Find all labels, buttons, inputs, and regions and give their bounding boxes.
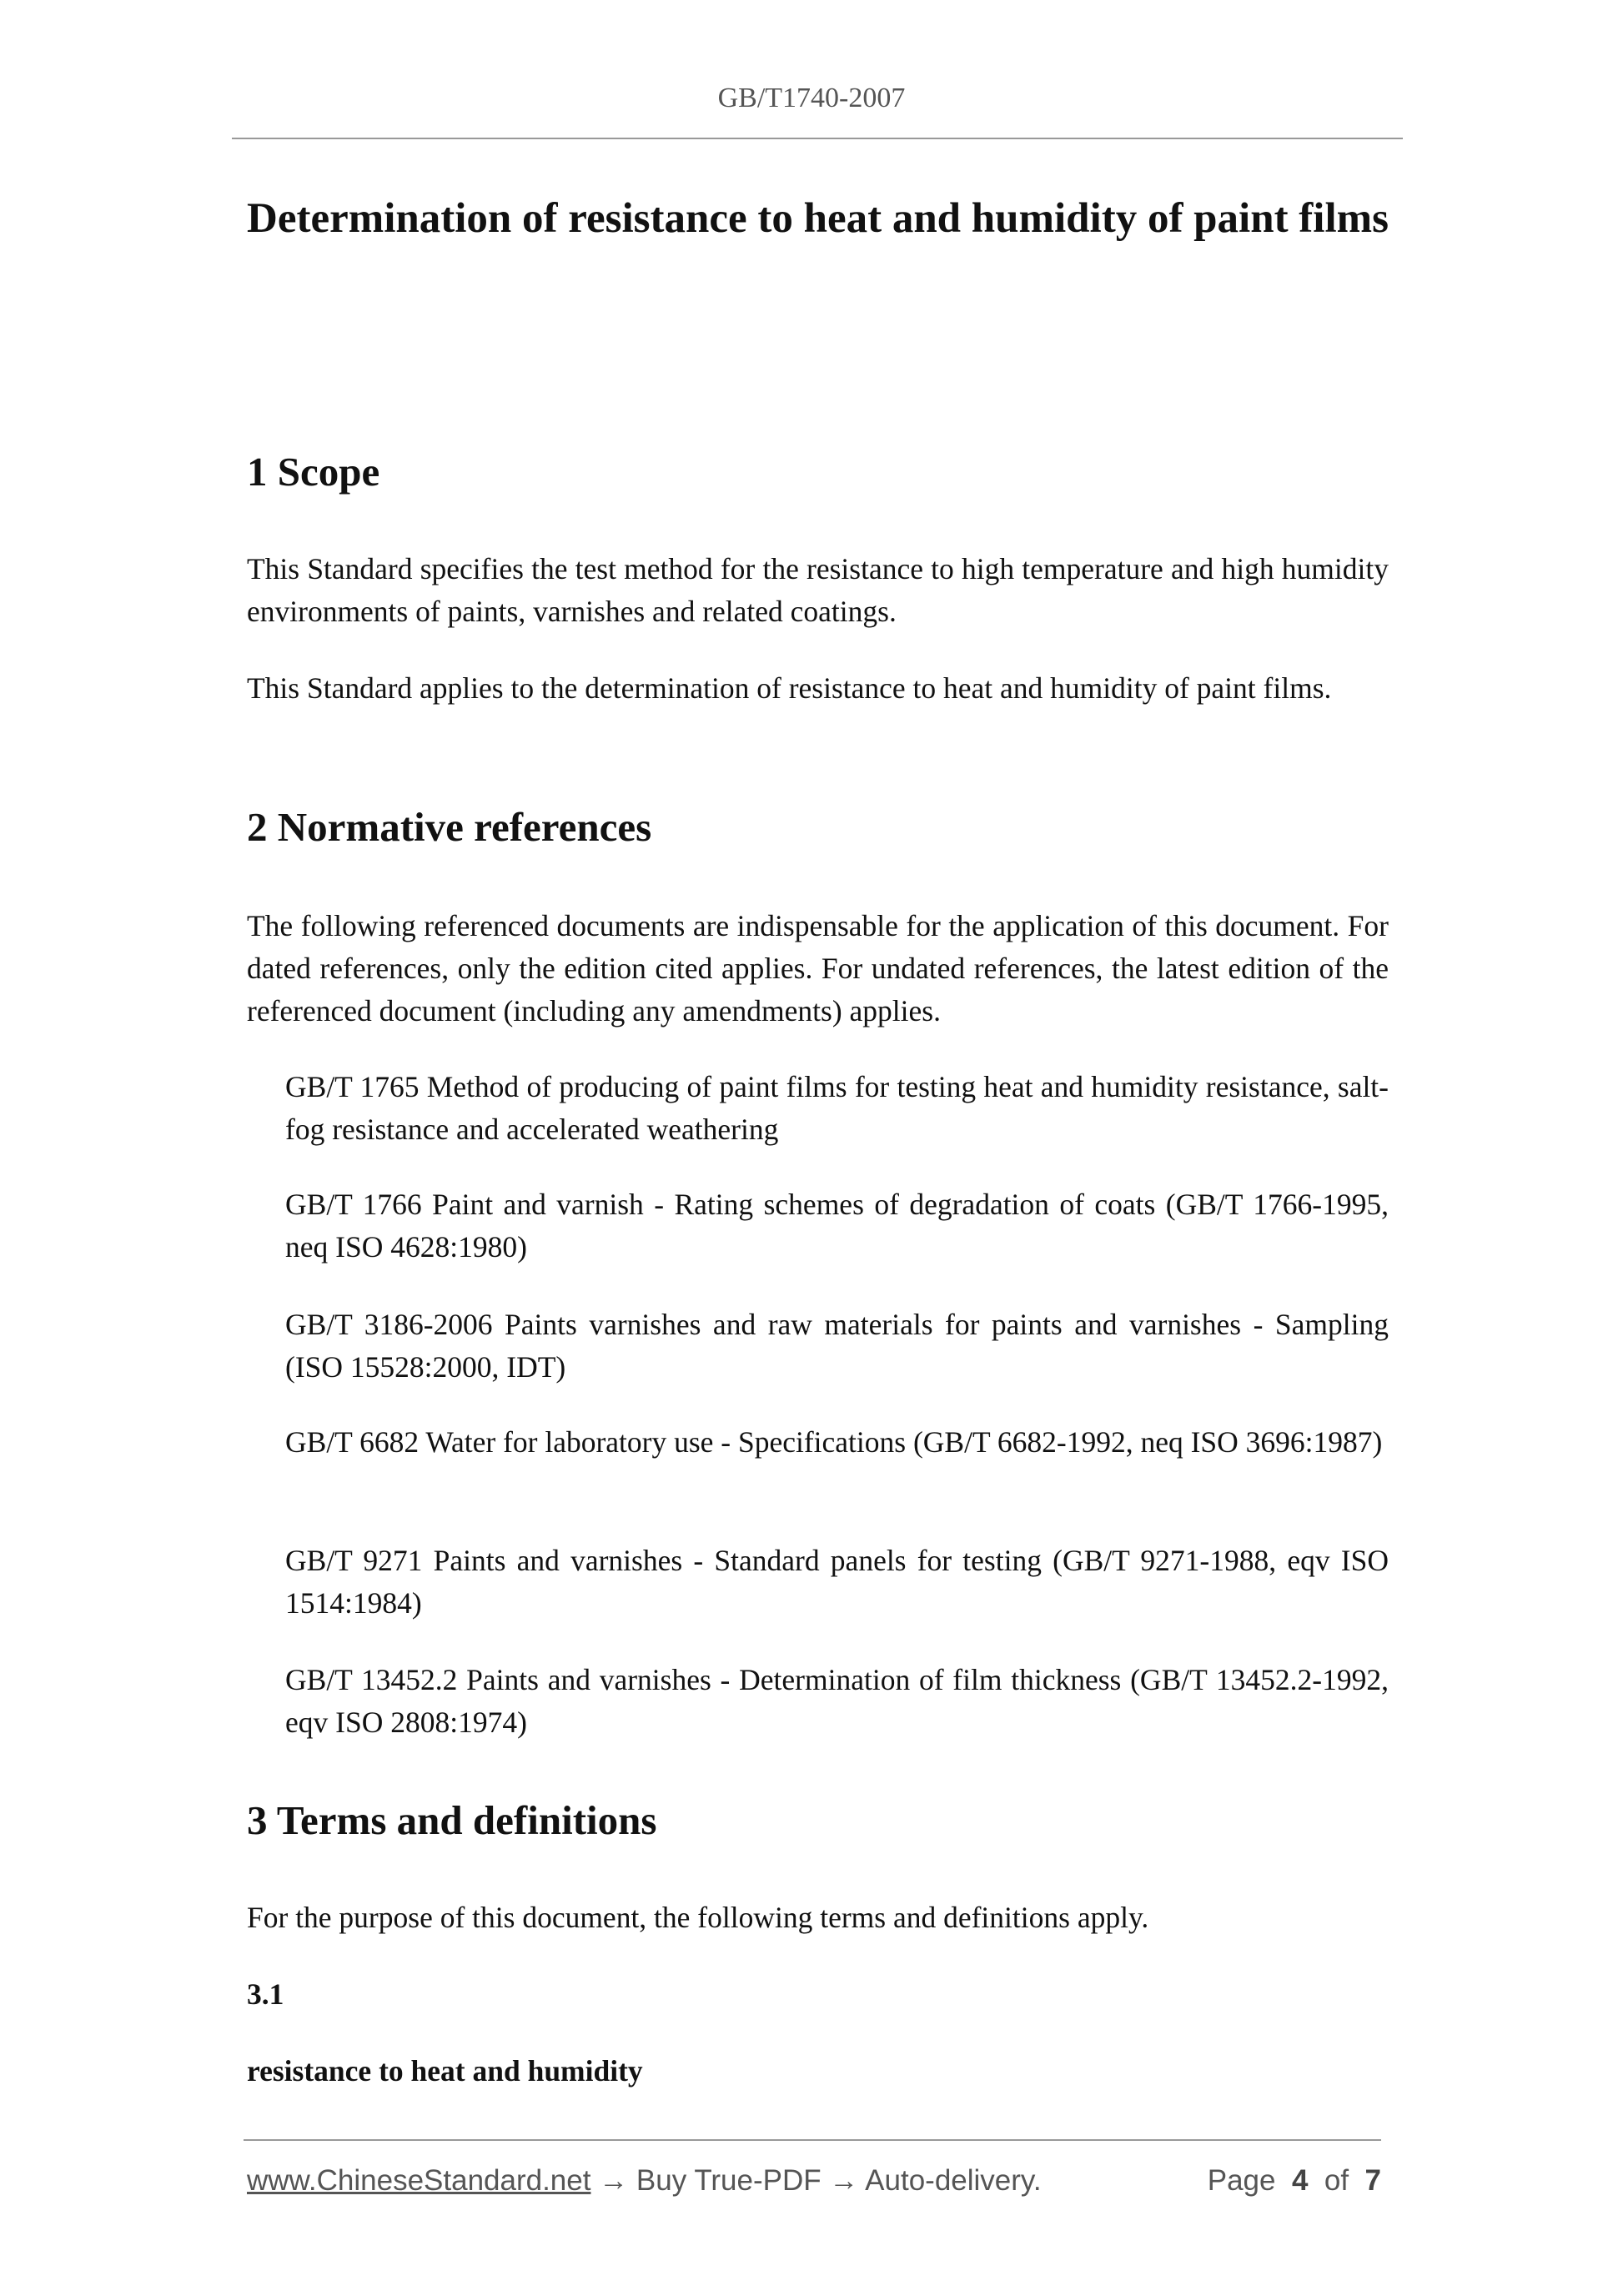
reference-item: GB/T 13452.2 Paints and varnishes - Determination of film thickness (GB/T 13452.2-1992, eqv ISO 2808:1974) xyxy=(285,1663,1389,1739)
section-heading-terms: 3 Terms and definitions xyxy=(247,1797,657,1843)
reference-item: GB/T 1765 Method of producing of paint films for testing heat and humidity resistance, salt-fog resistance and accelerated weathering xyxy=(285,1070,1389,1146)
header-divider xyxy=(232,138,1403,139)
current-page: 4 xyxy=(1291,2164,1309,2197)
footer xyxy=(247,2160,1381,2202)
page-label: Page xyxy=(1207,2164,1276,2197)
section-heading-normative-references: 2 Normative references xyxy=(247,804,652,850)
of-label: of xyxy=(1324,2164,1349,2197)
document-title: Determination of resistance to heat and humidity of paint films xyxy=(247,195,1389,242)
scope-paragraph: This Standard specifies the test method for the resistance to high temperature and high humidity environments of paints, varnishes and related coatings. xyxy=(247,552,1389,628)
header-doc-code: GB/T1740-2007 xyxy=(717,83,906,113)
reference-item: GB/T 1766 Paint and varnish - Rating schemes of degradation of coats (GB/T 1766-1995, neq ISO 4628:1980) xyxy=(285,1188,1389,1264)
terms-intro: For the purpose of this document, the following terms and definitions apply. xyxy=(247,1901,1149,1934)
reference-item: GB/T 6682 Water for laboratory use - Specifications (GB/T 6682-1992, neq ISO 3696:1987) xyxy=(285,1425,1383,1459)
normative-intro: The following referenced documents are indispensable for the application of this document. For dated references, only the edition cited applies. For undated references, the latest edition of the referenced document (including any amendments) applies. xyxy=(247,909,1389,1027)
footer-promo-text: → Buy True-PDF → Auto-delivery. xyxy=(590,2164,1042,2197)
reference-item: GB/T 3186-2006 Paints varnishes and raw materials for paints and varnishes - Sampling (ISO 15528:2000, IDT) xyxy=(285,1308,1389,1384)
reference-item: GB/T 9271 Paints and varnishes - Standard panels for testing (GB/T 9271-1988, eqv ISO 1514:1984) xyxy=(285,1544,1389,1620)
page-indicator xyxy=(1208,2160,1381,2202)
term-title: resistance to heat and humidity xyxy=(247,2054,643,2088)
section-heading-scope: 1 Scope xyxy=(247,449,380,495)
total-pages: 7 xyxy=(1364,2164,1381,2197)
footer-divider xyxy=(244,2139,1381,2141)
term-number: 3.1 xyxy=(247,1977,284,2011)
scope-paragraph: This Standard applies to the determination of resistance to heat and humidity of paint films. xyxy=(247,671,1332,705)
website-link[interactable]: www.ChineseStandard.net xyxy=(247,2164,591,2197)
